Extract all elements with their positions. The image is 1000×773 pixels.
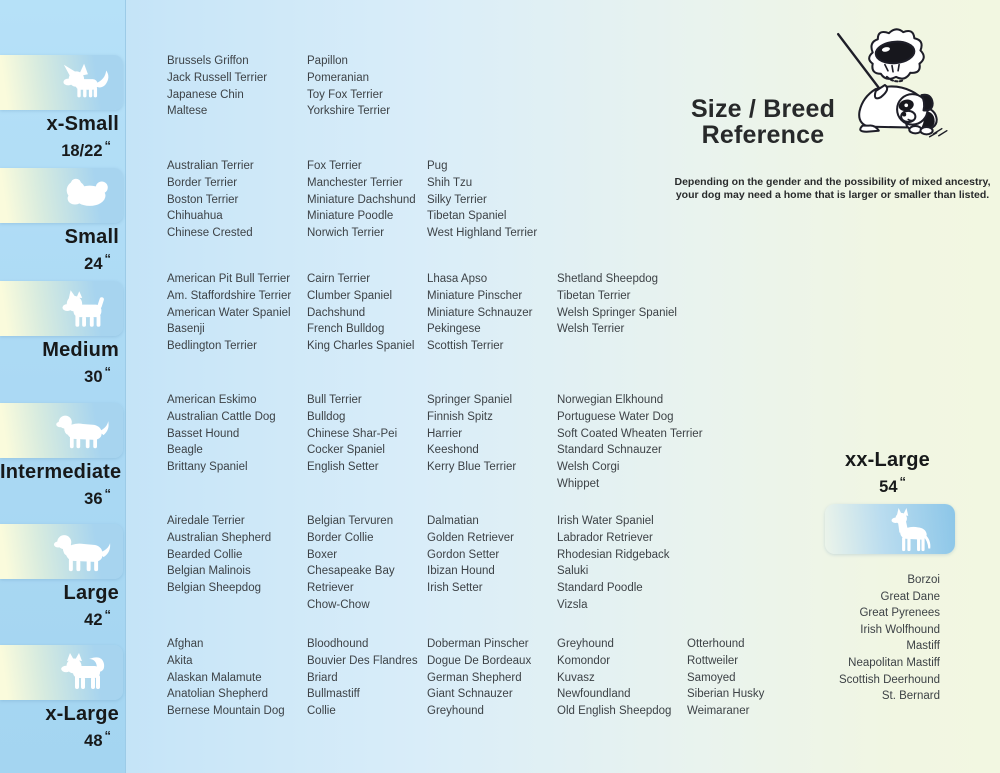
breed-item: Irish Setter bbox=[427, 582, 483, 595]
size-name: Large bbox=[63, 582, 119, 604]
breed-item: Australian Terrier bbox=[167, 160, 254, 172]
breed-item: Belgian Tervuren bbox=[307, 515, 394, 527]
breed-item: German Shepherd bbox=[427, 671, 522, 684]
size-label-x-large bbox=[0, 703, 119, 751]
breed-item: Gordon Setter bbox=[427, 548, 500, 561]
terrier-silhouette-icon bbox=[61, 288, 111, 329]
size-label-x-small bbox=[0, 113, 119, 161]
breed-item: Great Dane bbox=[880, 590, 940, 603]
breed-item: Bedlington Terrier bbox=[167, 340, 257, 353]
breed-item: Whippet bbox=[557, 477, 600, 490]
breed-item: Silky Terrier bbox=[427, 193, 487, 206]
breed-item: Maltese bbox=[167, 105, 208, 118]
size-measure: 36 “ bbox=[84, 486, 111, 508]
breed-item: Borzoi bbox=[907, 574, 940, 586]
breed-item: Doberman Pinscher bbox=[427, 638, 529, 650]
breed-column bbox=[557, 392, 703, 493]
retriever-silhouette-icon bbox=[53, 531, 111, 573]
breed-item: Shetland Sheepdog bbox=[557, 273, 659, 285]
breed-item: Miniature Poodle bbox=[307, 210, 394, 223]
breed-column bbox=[167, 158, 307, 242]
breed-item: Papillon bbox=[307, 55, 348, 67]
breed-item: Manchester Terrier bbox=[307, 176, 403, 189]
inch-mark: “ bbox=[104, 251, 111, 266]
breed-item: Standard Schnauzer bbox=[557, 444, 662, 457]
breed-column bbox=[167, 513, 307, 614]
breed-column bbox=[307, 392, 427, 493]
breed-item: Bulldog bbox=[307, 410, 346, 423]
inch-mark: “ bbox=[104, 138, 111, 153]
size-label-xx-large bbox=[790, 449, 930, 497]
size-card-x-small bbox=[0, 55, 123, 110]
breed-item: Ibizan Hound bbox=[427, 565, 495, 578]
breed-item: Collie bbox=[307, 705, 336, 718]
sheepdog-measuring-puppy-illustration bbox=[828, 26, 955, 151]
size-card-medium bbox=[0, 281, 123, 336]
breed-item: American Pit Bull Terrier bbox=[167, 273, 291, 285]
size-card-x-large bbox=[0, 645, 123, 700]
size-name: xx-Large bbox=[845, 449, 930, 471]
breed-item: Miniature Dachshund bbox=[307, 193, 416, 206]
breed-item: Dalmatian bbox=[427, 515, 479, 527]
breed-grid-x-large bbox=[167, 636, 817, 720]
breed-item: Chinese Shar-Pei bbox=[307, 427, 398, 440]
breed-item: Dogue De Bordeaux bbox=[427, 654, 532, 667]
breed-item: Greyhound bbox=[557, 638, 614, 650]
breed-column bbox=[307, 513, 427, 614]
breed-item: Kerry Blue Terrier bbox=[427, 461, 517, 474]
breed-item: Tibetan Terrier bbox=[557, 289, 631, 302]
breed-item: English Setter bbox=[307, 461, 379, 474]
breed-item: Scottish Terrier bbox=[427, 340, 504, 353]
akita-silhouette-icon bbox=[59, 652, 111, 693]
breed-item: Chow-Chow bbox=[307, 598, 370, 611]
breed-item: Bouvier Des Flandres bbox=[307, 654, 418, 667]
breed-item: Siberian Husky bbox=[687, 688, 765, 701]
breed-column bbox=[557, 513, 687, 614]
disclaimer-line2: your dog may need a home that is larger or smaller than listed. bbox=[675, 189, 990, 201]
breed-item: Cocker Spaniel bbox=[307, 444, 385, 457]
breed-item: King Charles Spaniel bbox=[307, 340, 415, 353]
breed-item: Brussels Griffon bbox=[167, 55, 249, 67]
breed-item: Australian Shepherd bbox=[167, 531, 272, 544]
breed-column bbox=[167, 271, 307, 355]
size-label-intermediate bbox=[0, 461, 122, 509]
breed-column bbox=[307, 271, 427, 355]
shih-tzu-silhouette-icon bbox=[63, 175, 111, 211]
breed-item: Australian Cattle Dog bbox=[167, 410, 276, 423]
size-measure: 48 “ bbox=[84, 728, 111, 750]
breed-item: Norwegian Elkhound bbox=[557, 394, 664, 406]
breed-item: Lhasa Apso bbox=[427, 273, 488, 285]
breed-item: Komondor bbox=[557, 654, 611, 667]
breed-item: Dachshund bbox=[307, 306, 366, 319]
breed-column bbox=[167, 636, 307, 720]
breed-item: Fox Terrier bbox=[307, 160, 362, 172]
size-label-large bbox=[0, 582, 119, 630]
breed-grid-medium bbox=[167, 271, 687, 355]
breed-item: Border Collie bbox=[307, 531, 374, 544]
breed-item: Akita bbox=[167, 654, 193, 667]
breed-item: Am. Staffordshire Terrier bbox=[167, 289, 292, 302]
breed-item: Bloodhound bbox=[307, 638, 369, 650]
breed-item: Japanese Chin bbox=[167, 88, 244, 101]
breed-item: Irish Water Spaniel bbox=[557, 515, 654, 527]
breed-grid-intermediate bbox=[167, 392, 703, 493]
size-name: x-Large bbox=[45, 703, 119, 725]
breed-item: Basenji bbox=[167, 323, 205, 336]
breed-item: Clumber Spaniel bbox=[307, 289, 393, 302]
breed-item: Brittany Spaniel bbox=[167, 461, 248, 474]
size-name: x-Small bbox=[46, 113, 119, 135]
breed-item: Scottish Deerhound bbox=[838, 673, 940, 686]
breed-item: Samoyed bbox=[687, 671, 736, 684]
breed-item: Neapolitan Mastiff bbox=[848, 656, 940, 669]
breed-item: Pug bbox=[427, 160, 448, 172]
disclaimer-line1: Depending on the gender and the possibility of mixed ancestry, bbox=[674, 176, 991, 188]
breed-item: Golden Retriever bbox=[427, 531, 514, 544]
breed-column bbox=[307, 636, 427, 720]
breed-item: Saluki bbox=[557, 565, 589, 578]
breed-item: Beagle bbox=[167, 444, 203, 457]
inch-mark: “ bbox=[104, 364, 111, 379]
breed-item: St. Bernard bbox=[881, 690, 940, 703]
breed-item: Pekingese bbox=[427, 323, 481, 336]
breed-item: Vizsla bbox=[557, 598, 588, 611]
breed-column bbox=[427, 636, 557, 720]
breed-column bbox=[557, 271, 687, 355]
breed-list-xx-large bbox=[839, 572, 940, 705]
size-name: Medium bbox=[42, 339, 119, 361]
breed-item: Giant Schnauzer bbox=[427, 688, 513, 701]
breed-column bbox=[687, 636, 817, 720]
size-card-large bbox=[0, 524, 123, 579]
breed-item: Welsh Springer Spaniel bbox=[557, 306, 677, 319]
breed-item: Anatolian Shepherd bbox=[167, 688, 269, 701]
breed-item: Shih Tzu bbox=[427, 176, 473, 189]
breed-grid-large bbox=[167, 513, 687, 614]
breed-item: Chinese Crested bbox=[167, 227, 253, 240]
breed-item: Newfoundland bbox=[557, 688, 631, 701]
size-name: Small bbox=[64, 226, 119, 248]
breed-item: French Bulldog bbox=[307, 323, 385, 336]
breed-item: Tibetan Spaniel bbox=[427, 210, 507, 223]
inch-mark: “ bbox=[104, 486, 111, 501]
breed-item: Border Terrier bbox=[167, 176, 238, 189]
breed-item: Bearded Collie bbox=[167, 548, 243, 561]
breed-item: Harrier bbox=[427, 427, 463, 440]
size-card-small bbox=[0, 168, 123, 223]
breed-item: Irish Wolfhound bbox=[860, 623, 940, 636]
breed-item: Alaskan Malamute bbox=[167, 671, 262, 684]
breed-item: Chihuahua bbox=[167, 210, 223, 223]
size-measure: 24 “ bbox=[84, 251, 111, 273]
breed-item: American Eskimo bbox=[167, 394, 257, 406]
breed-item: Miniature Pinscher bbox=[427, 289, 523, 302]
breed-item: Welsh Corgi bbox=[557, 461, 620, 474]
breed-column bbox=[427, 271, 557, 355]
breed-item: Boxer bbox=[307, 548, 338, 561]
great-dane-silhouette-icon bbox=[881, 508, 939, 552]
breed-item: Mastiff bbox=[906, 640, 940, 653]
size-name: Intermediate bbox=[0, 461, 122, 483]
breed-item: Miniature Schnauzer bbox=[427, 306, 533, 319]
breed-item: Bernese Mountain Dog bbox=[167, 705, 285, 718]
size-measure: 42 “ bbox=[84, 607, 111, 629]
size-measure: 54 “ bbox=[879, 474, 906, 496]
inch-mark: “ bbox=[899, 474, 906, 489]
size-measure: 18/22 “ bbox=[61, 138, 111, 160]
inch-mark: “ bbox=[104, 607, 111, 622]
disclaimer-note bbox=[660, 176, 1000, 202]
breed-item: Bullmastiff bbox=[307, 688, 360, 701]
breed-item: Boston Terrier bbox=[167, 193, 239, 206]
size-measure: 30 “ bbox=[84, 364, 111, 386]
breed-item: Briard bbox=[307, 671, 338, 684]
page-title-line2: Reference bbox=[701, 121, 825, 149]
size-card-intermediate bbox=[0, 403, 123, 458]
breed-item: Labrador Retriever bbox=[557, 531, 653, 544]
breed-item: Soft Coated Wheaten Terrier bbox=[557, 427, 703, 440]
breed-item: Chesapeake Bay Retriever bbox=[307, 565, 395, 595]
breed-item: Rottweiler bbox=[687, 654, 739, 667]
spaniel-silhouette-icon bbox=[55, 410, 111, 451]
breed-item: Toy Fox Terrier bbox=[307, 88, 383, 101]
breed-grid-x-small bbox=[167, 53, 427, 120]
breed-item: Airedale Terrier bbox=[167, 515, 245, 527]
breed-item: Weimaraner bbox=[687, 705, 750, 718]
breed-column bbox=[307, 53, 427, 120]
breed-item: Belgian Malinois bbox=[167, 565, 251, 578]
inch-mark: “ bbox=[104, 728, 111, 743]
breed-item: Jack Russell Terrier bbox=[167, 71, 268, 84]
breed-item: Springer Spaniel bbox=[427, 394, 513, 406]
breed-item: Belgian Sheepdog bbox=[167, 582, 261, 595]
breed-item: Pomeranian bbox=[307, 71, 370, 84]
breed-item: Greyhound bbox=[427, 705, 484, 718]
size-label-medium bbox=[0, 339, 119, 387]
breed-column bbox=[557, 636, 687, 720]
breed-item: Bull Terrier bbox=[307, 394, 362, 406]
breed-item: Norwich Terrier bbox=[307, 227, 385, 240]
breed-item: Standard Poodle bbox=[557, 582, 643, 595]
breed-item: Keeshond bbox=[427, 444, 479, 457]
breed-item: Portuguese Water Dog bbox=[557, 410, 674, 423]
breed-item: American Water Spaniel bbox=[167, 306, 291, 319]
breed-column bbox=[427, 513, 557, 614]
breed-item: Finnish Spitz bbox=[427, 410, 493, 423]
page-title-line1: Size / Breed bbox=[690, 95, 836, 123]
breed-column bbox=[427, 158, 557, 242]
breed-grid-small bbox=[167, 158, 557, 242]
breed-column bbox=[427, 392, 557, 493]
breed-item: Yorkshire Terrier bbox=[307, 105, 391, 118]
size-label-small bbox=[0, 226, 119, 274]
breed-item: Cairn Terrier bbox=[307, 273, 371, 285]
breed-item: Basset Hound bbox=[167, 427, 240, 440]
breed-item: Otterhound bbox=[687, 638, 745, 650]
breed-column bbox=[307, 158, 427, 242]
breed-item: Welsh Terrier bbox=[557, 323, 625, 336]
papillon-silhouette-icon bbox=[61, 62, 111, 102]
breed-item: Great Pyrenees bbox=[859, 607, 940, 620]
breed-item: Afghan bbox=[167, 638, 204, 650]
breed-item: Kuvasz bbox=[557, 671, 595, 684]
breed-item: West Highland Terrier bbox=[427, 227, 538, 240]
breed-column bbox=[167, 53, 307, 120]
breed-item: Old English Sheepdog bbox=[557, 705, 672, 718]
breed-item: Rhodesian Ridgeback bbox=[557, 548, 670, 561]
size-card-xx-large bbox=[825, 504, 955, 554]
breed-column bbox=[167, 392, 307, 493]
